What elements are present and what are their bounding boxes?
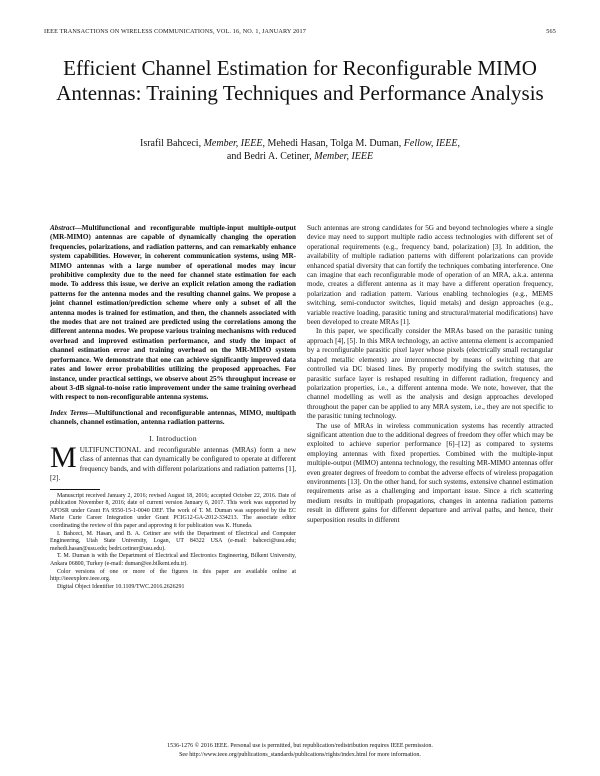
footnote: T. M. Duman is with the Department of Electrical and Electronics Engineering, Bilkent University, Ankara 06800, Turkey (e-mail: duman@ee.bilkent.edu.tr). [50,553,296,567]
page-number: 565 [546,28,556,35]
journal-header: IEEE TRANSACTIONS ON WIRELESS COMMUNICATIONS, VOL. 16, NO. 1, JANUARY 2017 [44,28,306,35]
author-separator: , [457,138,460,149]
left-column [50,224,296,591]
author-role: Member, IEEE [314,151,374,162]
author-name: , Mehedi Hasan, Tolga M. Duman, [262,138,404,149]
paper-title: Efficient Channel Estimation for Reconfigurable MIMO Antennas: Training Techniques and Performance Analysis [56,56,544,105]
footnote: Color versions of one or more of the figures in this paper are available online at http://ieeexplore.ieee.org. [50,568,296,583]
right-column [307,224,553,525]
author-role: Member, IEEE [203,138,263,149]
index-terms [50,409,296,428]
footnote: Digital Object Identifier 10.1109/TWC.2016.2626291 [57,583,185,590]
index-terms-label: Index Terms [50,408,88,417]
section-heading: I. Introduction [149,433,197,443]
abstract-text: —Multifunctional and reconfigurable multiple-input multiple-output (MR-MIMO) antennas are capable of dynamically changing the operation frequencies, polarizations, and radiation patterns, and can remarkably enhance system capabilities. However, in coherent communication systems, using MR-MIMO antennas with a large number of operational modes may incur prohibitive complexity due to the need for channel state estimation for each mode. To address this issue, we derive an explicit relation among the radiation patterns for the antenna modes and the resulting channel gains. We propose a joint channel estimation/prediction scheme where only a subset of all the antenna modes is trained for estimation, and then, the channels associated with the modes that are not trained are predicted using the correlations among the different antenna modes. We propose various training mechanisms with reduced overhead and improved estimation performance, and study the impact of channel estimation error and training overhead on the MR-MIMO system performance. We demonstrate that one can achieve significantly improved data rates and lower error probabilities utilizing the proposed approaches. For instance, under practical settings, we observe about 25% throughput increase or about 3-dB signal-to-noise ratio improvement under the same training overhead with respect to non-reconfigurable antenna systems. [50,224,296,402]
footnote-divider [50,489,100,490]
intro-text: and reconfigurable antennas (MRAs) form a new class of antennas that can dynamically be configured to operate at different frequency bands, and with different polarizations and radiation patterns [1], [2]. [50,445,296,483]
author-line-1 [80,137,520,150]
copyright-line: See http://www.ieee.org/publications_standards/publications/rights/index.html for more information. [179,751,421,758]
body-paragraph: Such antennas are strong candidates for 5G and beyond technologies where a single device may need to support multiple radio access technologies with different set of operational requirements (e.g., frequency band, polarization) [3]. In addition, the availability of multiple radiation patterns with different polarizations can provide enhanced spatial diversity that can fortify the techniques combating interference. One can imagine that each reconfigurable mode of operation of an MRA, a.k.a. antenna mode, creates a different antenna as it may have a different operation frequency, polarization and radiation pattern. Various enabling technologies (e.g., MEMS switching, semi-conductor switches, liquid metals) and design approaches (e.g., variable reactive loading, parasitic tuning and structural/material modifications) have been developed to create MRAs [1]. [307,224,553,327]
author-name: Israfil Bahceci, [140,138,204,149]
index-terms-text: —Multifunctional and reconfigurable antennas, MIMO, multipath channels, channel estimation, antenna radiation patterns. [50,408,296,427]
intro-first-word: ULTIFUNCTIONAL [79,445,141,454]
copyright-line: 1536-1276 © 2016 IEEE. Personal use is permitted, but republication/redistribution requires IEEE permission. [167,743,433,749]
running-header [44,28,556,38]
abstract [50,224,296,403]
footnotes [50,493,296,592]
footnote: Manuscript received January 2, 2016; revised August 18, 2016; accepted October 22, 2016. Date of publication November 8, 2016; date of current version January 6, 2017. This work was supported by AFOSR under Grant FA 9550-15-1-0040 DEF. The work of T. M. Duman was supported by the EC Marie Curie Career Integration under Grant PCIG12-GA-2012-334213. The associate editor coordinating the review of this paper and approving it for publication was K. Huneda. [50,492,296,529]
footnote: I. Bahceci, M. Hasan, and B. A. Cetiner are with the Department of Electrical and Computer Engineering, Utah State University, Logan, UT 84322 USA (e-mail: bahceci@usu.edu; mehedi.hasan@usu.edu; bedri.cetiner@usu.edu). [50,530,296,552]
author-line-2 [80,150,520,163]
author-role: Fellow, IEEE [403,138,458,149]
body-paragraph: In this paper, we specifically consider the MRAs based on the parasitic tuning approach [4], [5]. In this MRA technology, an active antenna element is accompanied by a reconfigurable parasitic pixel layer whose pixels (electrically small rectangular shaped metallic elements) are interconnected by means of switching that are controlled via DC biased lines. By properly modifying the switch statuses, the parasitic surface layer is reshaped resulting in different radiation, frequency and polarization properties, i.e., a different antenna mode. We note, however, that the channel modelling as well as the analysis and design approaches developed throughout the paper can be applied to any MRA system, i.e., they are not specific to the parasitic tuning technology. [307,327,553,421]
copyright-notice [60,742,540,759]
author-name: and Bedri A. Cetiner, [226,151,315,162]
intro-paragraph [50,440,296,484]
author-block [80,137,520,163]
abstract-label: Abstract [50,224,75,232]
drop-cap: M [50,440,77,474]
body-paragraph: The use of MRAs in wireless communication systems has recently attracted significant attention due to the additional degrees of freedom they offer which may be exploited to achieve superior performance [6]–[12] as compared to systems employing antennas with fixed properties. Combined with the multiple-input multiple-output (MIMO) antenna technology, the resulting MR-MIMO antennas offer even greater degrees of freedom to combat the adverse effects of wireless propagation environments [13]. On the other hand, for such systems, extensive channel estimation requirements arise as a challenging and important issue. Since a rich scattering medium results in multipath propagations, changes in antenna radiation patterns result in different gains for different departure and arrival paths, and hence, their superposition results in different [307,421,553,524]
